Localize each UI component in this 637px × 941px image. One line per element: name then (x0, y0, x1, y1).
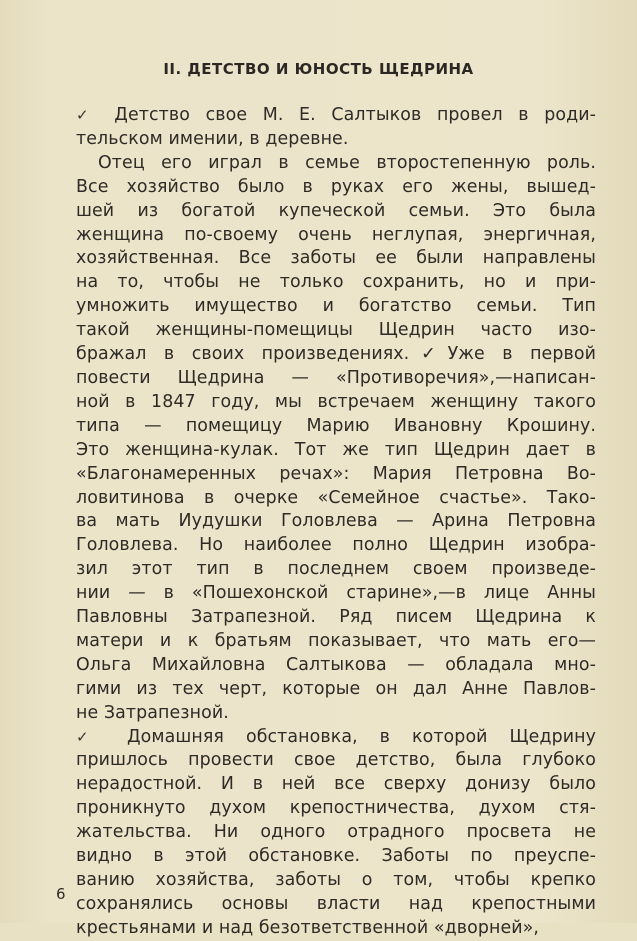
text-line: пришлось провести свое детство, была глубоко (76, 750, 596, 771)
paragraph (76, 104, 596, 152)
text-line: типа — помещицу Марию Ивановну Крошину. (76, 415, 596, 436)
text-line: зил этот тип в последнем своем произведе- (76, 559, 596, 580)
text-line: ва мать Иудушки Головлева — Арина Петровна (76, 511, 596, 532)
check-mark-icon: ✓ (76, 727, 106, 746)
text-line: ловитинова в очерке «Семейное счастье». Тако- (76, 487, 596, 508)
text-line: ванию хозяйства, заботы о том, чтобы крепко (76, 870, 596, 890)
text-line: ✓ Детство свое М. Е. Салтыков провел в роди- (76, 105, 596, 125)
text-line: проникнуто духом крепостничества, духом стя- (76, 798, 596, 819)
text-line: крестьянами и над безответственной «дворней», (76, 917, 540, 938)
text-line: Все хозяйство было в руках его жены, вышед- (76, 176, 596, 197)
text-line: Это женщина-кулак. Тот же тип Щедрин дает в (76, 439, 596, 460)
text-line: видно в этой обстановке. Заботы по преуспе- (76, 846, 596, 867)
text-line: нии — в «Пошехонской старине»,—в лице Анны (76, 583, 596, 604)
body-text (76, 104, 596, 941)
text-line: на то, чтобы не только сохранить, но и при- (76, 272, 596, 293)
text-line: ной в 1847 году, мы встречаем женщину такого (76, 391, 596, 412)
text-line: такой женщины-помещицы Щедрин часто изо- (76, 320, 596, 341)
text-line: не Затрапезной. (76, 702, 229, 723)
text-line: ✓ Домашняя обстановка, в которой Щедрину (76, 726, 596, 747)
text-line: жательства. Ни одного отрадного просвета не (76, 822, 596, 843)
check-mark-icon: ✓ (76, 106, 99, 124)
text-line: «Благонамеренных речах»: Мария Петровна Во- (76, 463, 596, 484)
text-line: Павловны Затрапезной. Ряд писем Щедрина к (76, 607, 596, 628)
text-line: бражал в своих произведениях.✓Уже в первой (76, 344, 596, 365)
text-line: сохранялись основы власти над крепостными (76, 893, 596, 914)
text-line: Головлева. Но наиболее полно Щедрин изобра- (76, 535, 596, 556)
text-line: шей из богатой купеческой семьи. Это была (76, 200, 596, 221)
chapter-heading: II. ДЕТСТВО И ЮНОСТЬ ЩЕДРИНА (163, 60, 474, 78)
text-line: тельском имении, в деревне. (76, 128, 349, 149)
text-line: гими из тех черт, которые он дал Анне Павлов- (76, 678, 596, 699)
paragraph (76, 726, 596, 941)
text-line: повести Щедрина — «Противоречия»,—написан- (76, 367, 596, 388)
text-line: умножить имущество и богатство семьи. Тип (76, 296, 596, 317)
text-line: хозяйственная. Все заботы ее были направлены (76, 248, 596, 269)
text-line: Ольга Михайловна Салтыкова — обладала мно- (76, 654, 596, 675)
text-line: матери и к братьям показывает, что мать его— (76, 630, 596, 651)
text-line: женщина по-своему очень неглупая, энергичная, (76, 224, 596, 245)
paragraph (76, 152, 596, 726)
text-line: Отец его играл в семье второстепенную роль. (98, 152, 596, 173)
text-line: нерадостной. И в ней все сверху донизу было (76, 774, 596, 795)
page-number: 6 (56, 885, 66, 903)
